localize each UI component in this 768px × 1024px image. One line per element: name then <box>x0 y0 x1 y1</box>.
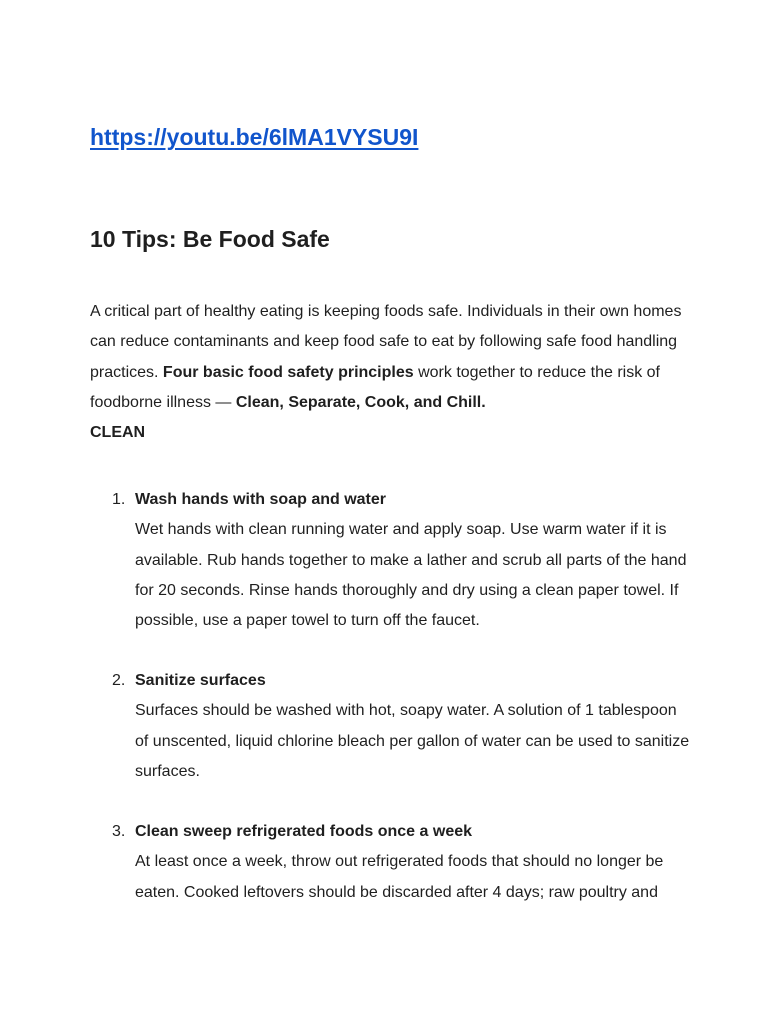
intro-bold-principles: Four basic food safety principles <box>162 363 414 381</box>
list-item-number: 1. <box>112 491 126 508</box>
intro-paragraph <box>90 297 690 448</box>
youtube-link[interactable]: https://youtu.be/6lMA1VYSU9I <box>90 124 419 150</box>
intro-text-2: work together to reduce the risk of foodborne illness — <box>90 363 660 411</box>
list-item-text: Surfaces should be washed with hot, soapy water. A solution of 1 tablespoon of unscented, liquid chlorine bleach per gallon of water can be used to sanitize surfaces. <box>135 702 690 780</box>
intro-bold-principles-list: Clean, Separate, Cook, and Chill. <box>235 393 486 411</box>
page-title: 10 Tips: Be Food Safe <box>90 226 330 252</box>
list-item-heading: Clean sweep refrigerated foods once a week <box>135 823 473 840</box>
intro-text-1: A critical part of healthy eating is keeping foods safe. Individuals in their own homes can reduce contaminants and keep food safe to eat by following safe food handling practices. <box>90 303 682 381</box>
list-item-text: At least once a week, throw out refrigerated foods that should no longer be eaten. Cooked leftovers should be discarded after 4 days; raw poultry and <box>135 853 664 901</box>
list-item-number: 3. <box>112 823 126 840</box>
section-label-clean: CLEAN <box>90 424 146 442</box>
list-item-heading: Wash hands with soap and water <box>135 491 386 508</box>
list-item-number: 2. <box>112 672 126 689</box>
list-item-text: Wet hands with clean running water and apply soap. Use warm water if it is available. Rub hands together to make a lather and scrub all parts of the hand for 20 seconds. Rinse hands thoroughly and dry using a clean paper towel. If possible, use a paper towel to turn off the faucet. <box>135 521 687 630</box>
list-item-heading: Sanitize surfaces <box>135 672 266 689</box>
